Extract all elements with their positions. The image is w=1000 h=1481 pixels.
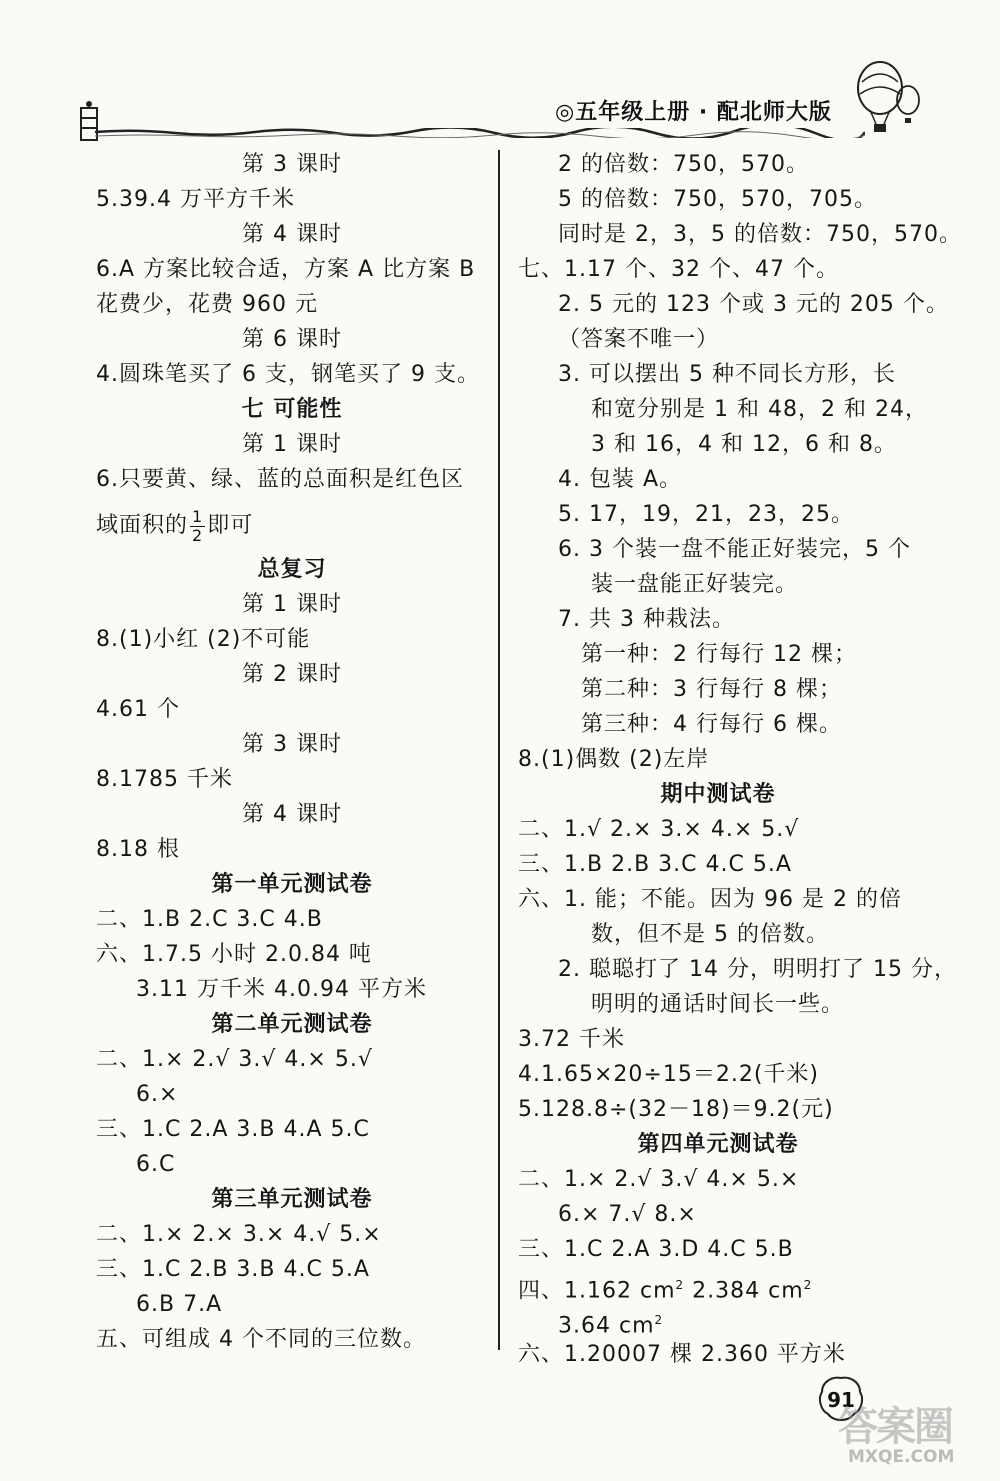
answer-line: 4.61 个: [96, 697, 180, 722]
answer-line: 六、1. 能；不能。因为 96 是 2 的倍: [518, 887, 902, 912]
answer-line: 5.128.8÷(32－18)＝9.2(元): [518, 1097, 834, 1122]
answer-line: 二、1.B 2.C 3.C 4.B: [96, 907, 323, 932]
answer-line: 三、1.C 2.B 3.B 4.C 5.A: [96, 1257, 370, 1282]
answer-line: 2. 聪聪打了 14 分，明明打了 15 分，: [558, 957, 957, 982]
answer-line: 4.圆珠笔买了 6 支，钢笔买了 9 支。: [96, 362, 480, 387]
answer-line: 明明的通话时间长一些。: [591, 992, 845, 1017]
unit-exponent: 2: [654, 1313, 664, 1327]
watermark-title: 答案圈: [838, 1404, 952, 1450]
answer-line: 第二种：3 行每行 8 棵；: [581, 677, 842, 702]
section-heading: 第四单元测试卷: [637, 1132, 799, 1157]
answer-line: 3.72 千米: [518, 1027, 625, 1052]
answer-line: 4. 包装 A。: [558, 467, 683, 492]
answer-line: 6.×: [136, 1082, 179, 1107]
section-heading: 期中测试卷: [660, 782, 776, 807]
answer-line: 5. 17，19，21，23，25。: [558, 502, 854, 527]
watermark: [838, 1395, 988, 1475]
answer-line: 五、可组成 4 个不同的三位数。: [96, 1327, 426, 1352]
header-rule: [95, 128, 865, 138]
answer-line: 6.A 方案比较合适，方案 A 比方案 B: [96, 257, 476, 282]
answer-line: 6.C: [136, 1152, 176, 1177]
section-heading: 总复习: [257, 557, 327, 582]
answer-line: 三、1.C 2.A 3.D 4.C 5.B: [518, 1237, 794, 1262]
lesson-heading: 第 3 课时: [242, 732, 342, 757]
answer-line: 6.B 7.A: [136, 1292, 223, 1317]
answer-line: 和宽分别是 1 和 48，2 和 24，: [591, 397, 928, 422]
lesson-heading: 第 3 课时: [242, 152, 342, 177]
answer-line-fraction: [96, 507, 253, 545]
answer-line: 8.18 根: [96, 837, 180, 862]
answer-text: 四、1.162 cm: [518, 1278, 676, 1304]
answer-line: 数，但不是 5 的倍数。: [591, 922, 829, 947]
answer-line: 3.11 万千米 4.0.94 平方米: [136, 977, 427, 1002]
answer-line: 二、1.× 2.√ 3.√ 4.× 5.×: [518, 1167, 800, 1192]
answer-line: 装一盘能正好装完。: [591, 572, 799, 597]
answer-line: 6.只要黄、绿、蓝的总面积是红色区: [96, 467, 464, 492]
answer-line: 8.(1)小红 (2)不可能: [96, 627, 311, 652]
lesson-heading: 第 6 课时: [242, 327, 342, 352]
section-heading: 第三单元测试卷: [211, 1187, 373, 1212]
answer-text: 3.64 cm: [558, 1313, 655, 1339]
answer-line: 5 的倍数：750，570，705。: [558, 187, 877, 212]
page-number: 91: [827, 1388, 855, 1412]
lesson-heading: 第 4 课时: [242, 802, 342, 827]
answer-line: 4.1.65×20÷15＝2.2(千米): [518, 1062, 819, 1087]
unit-exponent: 2: [803, 1278, 813, 1292]
answer-line: 七、1.17 个、32 个、47 个。: [518, 257, 839, 282]
section-heading: 七 可能性: [241, 397, 343, 422]
answer-line: 六、1.20007 棵 2.360 平方米: [518, 1342, 846, 1367]
watermark-url: MXQE.COM: [848, 1447, 955, 1467]
answer-line: 6. 3 个装一盘不能正好装完，5 个: [558, 537, 911, 562]
section-heading: 第一单元测试卷: [211, 872, 373, 897]
fraction: [190, 508, 205, 545]
lesson-heading: 第 1 课时: [242, 432, 342, 457]
fraction-numerator: 1: [192, 506, 204, 526]
answer-line: 三、1.B 2.B 3.C 4.C 5.A: [518, 852, 792, 877]
answer-line: 三、1.C 2.A 3.B 4.A 5.C: [96, 1117, 370, 1142]
lesson-heading: 第 4 课时: [242, 222, 342, 247]
unit-exponent: 2: [675, 1278, 685, 1292]
answer-line: 二、1.× 2.√ 3.√ 4.× 5.√: [96, 1047, 373, 1072]
answer-line: 5.39.4 万平方千米: [96, 187, 295, 212]
fraction-denominator: 2: [192, 525, 204, 545]
answer-line: 8.1785 千米: [96, 767, 233, 792]
answer-line: 同时是 2，3，5 的倍数：750，570。: [558, 222, 962, 247]
answer-line: 3. 可以摆出 5 种不同长方形，长: [558, 362, 896, 387]
answer-line: 3 和 16，4 和 12，6 和 8。: [591, 432, 897, 457]
answer-line: 2. 5 元的 123 个或 3 元的 205 个。: [558, 292, 949, 317]
answer-line: 六、1.7.5 小时 2.0.84 吨: [96, 942, 372, 967]
answer-line: 花费少，花费 960 元: [96, 292, 318, 317]
header-title: ◎五年级上册 · 配北师大版: [555, 100, 832, 125]
lesson-heading: 第 2 课时: [242, 662, 342, 687]
lesson-heading: 第 1 课时: [242, 592, 342, 617]
answer-line: 6.× 7.√ 8.×: [558, 1202, 697, 1227]
answer-line-units: [558, 1305, 663, 1341]
answer-line: 第三种：4 行每行 6 棵。: [581, 712, 842, 737]
fraction-suffix: 即可: [207, 513, 254, 538]
answer-line-units: [518, 1270, 812, 1306]
answer-line: （答案不唯一）: [558, 327, 720, 352]
answer-line: 7. 共 3 种栽法。: [558, 607, 735, 632]
answer-line: 二、1.× 2.× 3.× 4.√ 5.×: [96, 1222, 382, 1247]
fraction-prefix: 域面积的: [96, 513, 189, 538]
answer-line: 2 的倍数：750，570。: [558, 152, 809, 177]
answer-line: 8.(1)偶数 (2)左岸: [518, 747, 710, 772]
answer-line: 二、1.√ 2.× 3.× 4.× 5.√: [518, 817, 800, 842]
answer-text: 2.384 cm: [684, 1278, 804, 1304]
column-divider: [498, 150, 500, 1350]
section-heading: 第二单元测试卷: [211, 1012, 373, 1037]
answer-line: 第一种：2 行每行 12 棵；: [581, 642, 857, 667]
